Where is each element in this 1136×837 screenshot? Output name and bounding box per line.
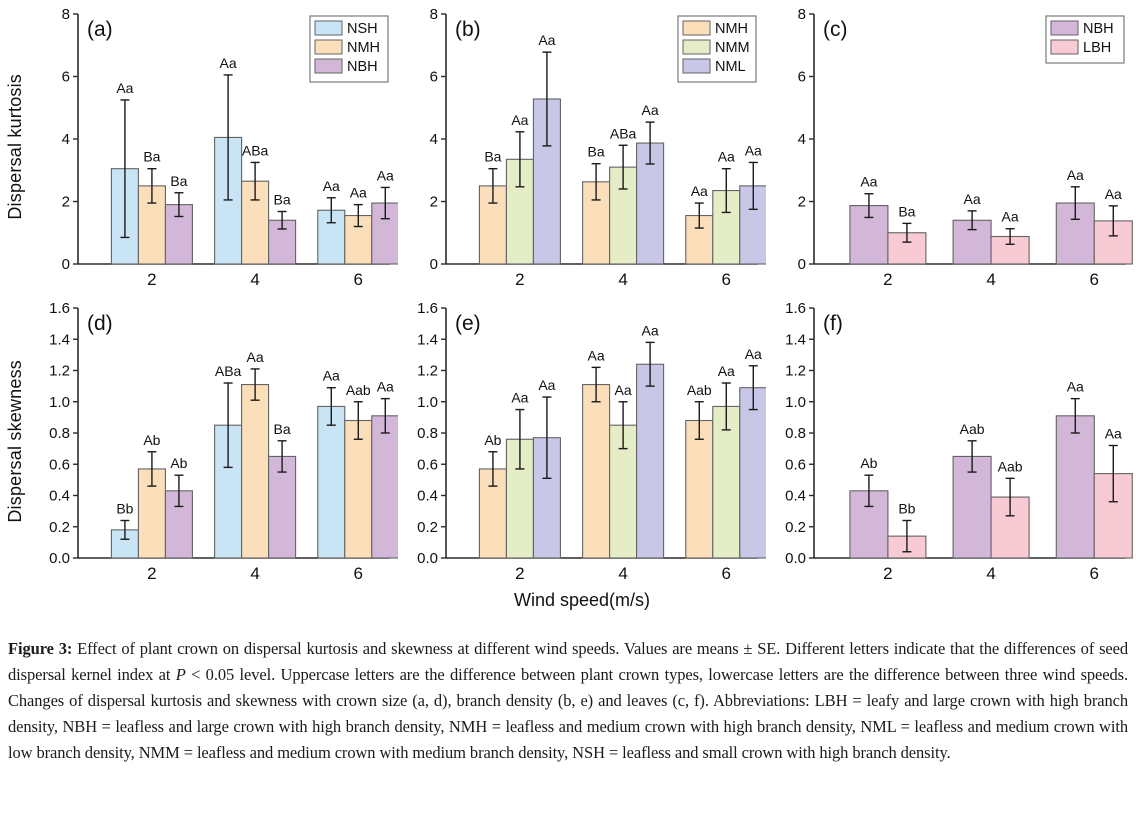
sig-letter: Aab xyxy=(959,420,985,437)
legend-label-nmh: NMH xyxy=(347,40,381,56)
sig-letter: Aa xyxy=(587,347,605,364)
sig-letter: Ba xyxy=(273,420,291,437)
bar-nmh-6 xyxy=(345,421,372,559)
panel-d-svg xyxy=(30,294,398,588)
y-tick-label: 1.6 xyxy=(49,300,70,317)
x-tick-label: 6 xyxy=(721,564,732,583)
legend-label-nml: NML xyxy=(715,59,746,75)
y-tick-label: 8 xyxy=(797,6,806,23)
panel-b-svg xyxy=(398,0,766,294)
y-tick-label: 4 xyxy=(429,131,438,148)
sig-letter: Aa xyxy=(860,173,878,190)
y-tick-label: 0.6 xyxy=(49,456,70,474)
y-tick-label: 2 xyxy=(61,193,70,211)
legend-label-lbh: LBH xyxy=(1083,40,1112,56)
panel-e-svg xyxy=(398,294,766,588)
sig-letter: Aa xyxy=(1066,166,1084,183)
sig-letter: Aab xyxy=(686,381,712,398)
x-tick-label: 4 xyxy=(986,564,996,583)
sig-letter: Aa xyxy=(717,363,735,379)
sig-letter: Aa xyxy=(219,54,237,71)
y-tick-label: 0 xyxy=(797,256,806,273)
sig-letter: ABa xyxy=(609,125,637,142)
sig-letter: Aa xyxy=(538,32,556,49)
legend-label-nbh: NBH xyxy=(1083,21,1114,37)
x-tick-label: 6 xyxy=(1089,564,1100,583)
bar-nbh-6 xyxy=(1056,416,1094,558)
panel-d-chart xyxy=(30,294,398,588)
sig-letter: Aa xyxy=(1066,378,1084,395)
sig-letter: Ba xyxy=(273,191,291,208)
sig-letter: Aa xyxy=(641,102,659,119)
legend-swatch-lbh xyxy=(1051,40,1078,54)
y-tick-label: 0.4 xyxy=(785,487,806,505)
sig-letter: Aa xyxy=(376,378,394,395)
panel-label-b: (b) xyxy=(455,18,481,41)
y-tick-label: 6 xyxy=(797,68,806,86)
y-tick-label: 8 xyxy=(429,6,438,23)
y-tick-label: 1.2 xyxy=(49,362,70,380)
bar-nmh-4 xyxy=(583,385,610,558)
sig-letter: Aa xyxy=(690,183,708,200)
panel-c-chart xyxy=(766,0,1134,294)
sig-letter: Aa xyxy=(1104,425,1122,442)
sig-letter: Aab xyxy=(345,381,371,398)
y-tick-label: 6 xyxy=(429,68,438,86)
y-tick-label: 6 xyxy=(61,68,70,86)
x-tick-label: 4 xyxy=(250,564,260,583)
y-tick-label: 0.2 xyxy=(49,518,70,536)
panel-b-chart xyxy=(398,0,766,294)
sig-letter: Aa xyxy=(963,190,981,207)
sig-letter: ABa xyxy=(214,363,242,379)
panel-label-f: (f) xyxy=(823,312,843,335)
y-tick-label: 1.6 xyxy=(785,300,806,317)
x-tick-label: 6 xyxy=(353,270,364,289)
y-tick-label: 0.0 xyxy=(417,550,438,567)
sig-letter: Aa xyxy=(1104,185,1122,202)
sig-letter: Aa xyxy=(1001,208,1019,225)
x-tick-label: 2 xyxy=(515,270,525,289)
caption-text-segment: Effect of plant crown on dispersal kurtosis and skewness at different wind speeds. Values are means ± SE. Different letters indicate that the differences of seed dispersal kernel index at xyxy=(8,639,1128,684)
y-axis-label-kurtosis: Dispersal kurtosis xyxy=(4,74,25,220)
sig-letter: Aa xyxy=(511,389,529,406)
bar-nbh-6 xyxy=(372,416,398,558)
sig-letter: Ab xyxy=(143,431,161,448)
panel-label-d: (d) xyxy=(87,312,113,335)
y-tick-label: 0.8 xyxy=(785,425,806,442)
bar-nml-4 xyxy=(637,364,664,558)
panel-a-chart xyxy=(30,0,398,294)
legend-swatch-nml xyxy=(683,59,710,73)
x-tick-label: 4 xyxy=(986,270,996,289)
y-tick-label: 0.8 xyxy=(417,425,438,442)
bar-nsh-6 xyxy=(318,406,345,558)
sig-letter: Aa xyxy=(744,142,762,159)
sig-letter: Ba xyxy=(143,148,161,165)
y-tick-label: 0.0 xyxy=(785,550,806,567)
legend-swatch-nbh xyxy=(315,59,342,73)
panel-f-chart xyxy=(766,294,1134,588)
y-axis-label-bottom-cell xyxy=(0,294,30,588)
x-tick-label: 6 xyxy=(721,270,732,289)
figure-caption-body xyxy=(8,639,1128,762)
panel-label-c: (c) xyxy=(823,18,848,41)
y-tick-label: 1.0 xyxy=(49,393,70,411)
legend-swatch-nmm xyxy=(683,40,710,54)
legend-swatch-nmh xyxy=(683,21,710,35)
sig-letter: Bb xyxy=(898,500,916,517)
sig-letter: Aa xyxy=(614,381,632,398)
sig-letter: Ab xyxy=(484,431,502,448)
y-tick-label: 0.2 xyxy=(417,518,438,536)
y-axis-label-skewness: Dispersal skewness xyxy=(4,359,25,523)
legend-label-nmh: NMH xyxy=(715,21,749,37)
y-tick-label: 2 xyxy=(429,193,438,211)
sig-letter: Ba xyxy=(170,172,188,189)
y-tick-label: 1.6 xyxy=(417,300,438,317)
x-tick-label: 4 xyxy=(250,270,260,289)
panel-e-chart xyxy=(398,294,766,588)
panel-c-svg xyxy=(766,0,1134,294)
y-tick-label: 0.4 xyxy=(49,487,70,505)
sig-letter: Aab xyxy=(997,458,1023,475)
bar-nmh-6 xyxy=(686,421,713,559)
y-tick-label: 4 xyxy=(797,131,806,148)
sig-letter: Ab xyxy=(170,455,188,472)
panel-label-a: (a) xyxy=(87,18,113,41)
x-tick-label: 2 xyxy=(883,270,893,289)
y-tick-label: 0.6 xyxy=(417,456,438,474)
x-tick-label: 2 xyxy=(515,564,525,583)
figure-caption xyxy=(0,622,1136,766)
sig-letter: ABa xyxy=(241,142,269,159)
y-tick-label: 8 xyxy=(61,6,70,23)
legend-swatch-nsh xyxy=(315,21,342,35)
caption-text-segment: < 0.05 level. Uppercase letters are the difference between plant crown types, lowercase letters are the difference between three wind speeds. Changes of dispersal kurtosis and skewness with crown size (a, d), branch density (b, e) and leaves (c, f). Abbreviations: LBH = leafy and large crown with high branch density, NBH = leafless and large crown with high branch density, NMH = leafless and medium crown with high branch density, NML = leafless and medium crown with low branch density, NMM = leafless and medium crown with medium branch density, NSH = leafless and small crown with high branch density. xyxy=(8,665,1128,762)
x-tick-label: 6 xyxy=(1089,270,1100,289)
y-tick-label: 0.2 xyxy=(785,518,806,536)
legend-swatch-nmh xyxy=(315,40,342,54)
sig-letter: Aa xyxy=(322,177,340,194)
x-tick-label: 4 xyxy=(618,270,628,289)
x-tick-label: 2 xyxy=(147,564,157,583)
sig-letter: Aa xyxy=(116,79,134,96)
panel-f-svg xyxy=(766,294,1134,588)
sig-letter: Aa xyxy=(717,148,735,165)
y-tick-label: 0.8 xyxy=(49,425,70,442)
sig-letter: Ba xyxy=(587,143,605,160)
sig-letter: Aa xyxy=(246,348,264,365)
y-tick-label: 4 xyxy=(61,131,70,148)
sig-letter: Aa xyxy=(641,322,659,339)
x-tick-label: 2 xyxy=(883,564,893,583)
figure-caption-label: Figure 3: xyxy=(8,639,73,658)
x-tick-label: 2 xyxy=(147,270,157,289)
legend-label-nbh: NBH xyxy=(347,59,378,75)
panel-label-e: (e) xyxy=(455,312,481,335)
x-tick-label: 6 xyxy=(353,564,364,583)
y-tick-label: 0.6 xyxy=(785,456,806,474)
bar-nml-6 xyxy=(740,388,766,558)
sig-letter: Aa xyxy=(322,367,340,384)
sig-letter: Aa xyxy=(349,184,367,201)
y-tick-label: 1.0 xyxy=(417,393,438,411)
legend-label-nmm: NMM xyxy=(715,40,750,56)
bar-nmh-4 xyxy=(242,385,269,558)
y-axis-label-top-cell xyxy=(0,0,30,294)
panel-a-svg xyxy=(30,0,398,294)
sig-letter: Aa xyxy=(376,167,394,184)
sig-letter: Bb xyxy=(116,500,134,517)
sig-letter: Ab xyxy=(860,455,878,472)
y-tick-label: 1.0 xyxy=(785,393,806,411)
x-axis-label: Wind speed(m/s) xyxy=(513,590,651,610)
y-tick-label: 2 xyxy=(797,193,806,211)
y-tick-label: 0 xyxy=(61,256,70,273)
caption-italic-segment: P xyxy=(175,665,186,684)
y-tick-label: 0.0 xyxy=(49,550,70,567)
sig-letter: Aa xyxy=(744,345,762,362)
legend-label-nsh: NSH xyxy=(347,21,378,37)
legend-swatch-nbh xyxy=(1051,21,1078,35)
y-tick-label: 0.4 xyxy=(417,487,438,505)
y-tick-label: 1.4 xyxy=(49,331,70,349)
sig-letter: Ba xyxy=(898,203,916,220)
y-tick-label: 1.2 xyxy=(785,362,806,380)
sig-letter: Aa xyxy=(511,111,529,128)
y-tick-label: 1.4 xyxy=(417,331,438,349)
y-tick-label: 0 xyxy=(429,256,438,273)
x-axis-label-row xyxy=(0,588,1136,622)
sig-letter: Aa xyxy=(538,377,556,394)
x-tick-label: 4 xyxy=(618,564,628,583)
y-tick-label: 1.2 xyxy=(417,362,438,380)
sig-letter: Ba xyxy=(484,148,502,165)
y-tick-label: 1.4 xyxy=(785,331,806,349)
